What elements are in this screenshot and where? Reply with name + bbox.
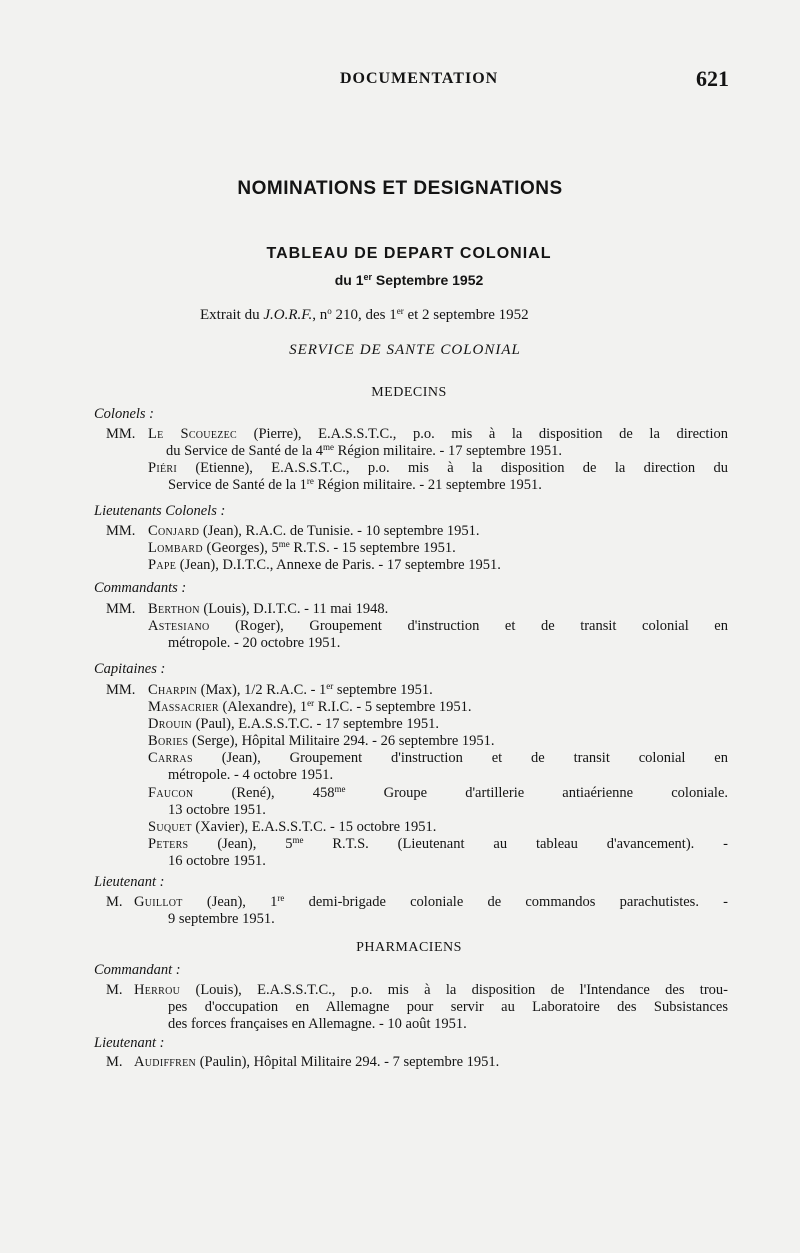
person-name: Astesiano — [148, 618, 210, 634]
rank-commandants: Commandants : — [94, 580, 187, 596]
section-medecins: MEDECINS — [371, 385, 447, 400]
entry-faucon — [148, 785, 728, 819]
entry-massacrier — [148, 699, 728, 716]
service-heading: SERVICE DE SANTE COLONIAL — [289, 342, 521, 358]
date-prefix: du 1 — [334, 272, 364, 288]
person-name: Massacrier — [148, 699, 219, 715]
entry-continuation — [148, 477, 728, 494]
entry-suquet — [148, 819, 728, 836]
entry-text: (Etienne), E.A.S.S.T.C., p.o. mis à la disposition de la direction du — [177, 460, 728, 476]
entry-text: R.T.S. (Lieutenant au tableau d'avancement). - — [303, 836, 728, 852]
entry-continuation: métropole. - 20 octobre 1951. — [168, 635, 341, 651]
source-after-a: , n — [312, 307, 328, 323]
subtitle: TABLEAU DE DEPART COLONIAL — [266, 245, 552, 262]
entry-text: (Paul), E.A.S.S.T.C. - 17 septembre 1951. — [191, 716, 439, 732]
entry-guillot — [106, 894, 728, 928]
entry-text: Région militaire. - 21 septembre 1951. — [313, 477, 542, 493]
entry-text: R.I.C. - 5 septembre 1951. — [314, 699, 472, 715]
entry-drouin — [148, 716, 728, 733]
entry-le-scouezec — [106, 426, 728, 460]
person-name: Le Scouezec — [148, 426, 238, 442]
person-name: Berthon — [148, 601, 200, 617]
entry-text: (Xavier), E.A.S.S.T.C. - 15 octobre 1951. — [191, 819, 437, 835]
entry-bories — [148, 733, 728, 750]
entry-text: Service de Santé de la 1 — [168, 477, 307, 493]
section-pharmaciens: PHARMACIENS — [356, 940, 462, 955]
entry-text: (Pierre), E.A.S.S.T.C., p.o. mis à la disposition de la direction — [237, 426, 728, 442]
entry-sup: me — [292, 835, 304, 845]
person-name: Guillot — [134, 894, 183, 910]
running-title: DOCUMENTATION — [340, 70, 499, 87]
entry-text: (Paulin), Hôpital Militaire 294. - 7 septembre 1951. — [196, 1054, 500, 1070]
date-sup: er — [363, 272, 372, 282]
entry-lead: M. — [106, 982, 123, 998]
entry-text: (Jean), R.A.C. de Tunisie. - 10 septembre 1951. — [199, 523, 480, 539]
entry-text: septembre 1951. — [333, 682, 433, 698]
source-after-c: et 2 septembre 1952 — [403, 307, 529, 323]
entry-text: (Alexandre), 1 — [218, 699, 308, 715]
entry-text: (Jean), Groupement d'instruction et de transit colonial en — [192, 750, 728, 766]
entry-continuation: métropole. - 4 octobre 1951. — [168, 767, 334, 783]
entry-charpin — [106, 682, 728, 699]
rank-commandant: Commandant : — [94, 962, 181, 978]
entry-astesiano — [148, 618, 728, 652]
person-name: Lombard — [148, 540, 203, 556]
person-name: Drouin — [148, 716, 192, 732]
entry-text: (René), 458 — [193, 785, 335, 801]
entry-text: Région militaire. - 17 septembre 1951. — [334, 443, 562, 459]
rank-colonels: Colonels : — [94, 406, 155, 422]
entry-lead: M. — [106, 1054, 123, 1070]
entry-sup: me — [278, 539, 290, 549]
page-title: NOMINATIONS ET DESIGNATIONS — [237, 178, 563, 199]
person-name: Piéri — [148, 460, 178, 476]
entry-sup: re — [306, 476, 314, 486]
person-name: Peters — [148, 836, 189, 852]
entry-text: du Service de Santé de la 4 — [166, 443, 324, 459]
entry-sup: er — [307, 698, 315, 708]
entry-text: (Louis), E.A.S.S.T.C., p.o. mis à la disposition de l'Intendance des trou- — [180, 982, 728, 998]
entry-lead: MM. — [106, 601, 136, 617]
person-name: Herrou — [134, 982, 181, 998]
person-name: Suquet — [148, 819, 192, 835]
entry-continuation — [106, 443, 728, 460]
date-line — [0, 272, 800, 288]
entry-berthon — [106, 601, 728, 618]
page-number: 621 — [696, 66, 729, 91]
source-line — [200, 307, 529, 324]
entry-text: (Jean), 1 — [182, 894, 278, 910]
entry-carras — [148, 750, 728, 784]
rank-lieutenant-pharma: Lieutenant : — [94, 1035, 165, 1051]
entry-pape — [148, 557, 728, 574]
rank-lieutenant: Lieutenant : — [94, 874, 165, 890]
entry-text: (Jean), 5 — [188, 836, 293, 852]
entry-text: (Jean), D.I.T.C., Annexe de Paris. - 17 septembre 1951. — [176, 557, 501, 573]
entry-lead: MM. — [106, 682, 136, 698]
entry-continuation: 9 septembre 1951. — [168, 911, 275, 927]
entry-text: Groupe d'artillerie antiaérienne coloniale. — [345, 785, 728, 801]
entry-audiffren — [106, 1054, 728, 1071]
person-name: Charpin — [148, 682, 197, 698]
entry-continuation: des forces françaises en Allemagne. - 10 août 1951. — [168, 1016, 467, 1032]
entry-sup: me — [323, 442, 335, 452]
person-name: Pape — [148, 557, 177, 573]
entry-continuation: pes d'occupation en Allemagne pour servir au Laboratoire des Subsistances — [168, 999, 728, 1015]
person-name: Faucon — [148, 785, 194, 801]
entry-text: (Serge), Hôpital Militaire 294. - 26 septembre 1951. — [188, 733, 495, 749]
entry-text: (Georges), 5 — [202, 540, 279, 556]
entry-lombard — [148, 540, 728, 557]
entry-lead: MM. — [106, 523, 136, 539]
entry-continuation: 13 octobre 1951. — [168, 802, 266, 818]
entry-lead: MM. — [106, 426, 136, 442]
entry-sup: er — [326, 681, 334, 691]
source-after-b: 210, des 1 — [331, 307, 397, 323]
person-name: Bories — [148, 733, 189, 749]
entry-continuation: 16 octobre 1951. — [168, 853, 266, 869]
person-name: Conjard — [148, 523, 200, 539]
person-name: Audiffren — [134, 1054, 197, 1070]
source-sup-er: er — [396, 306, 404, 316]
rank-lt-colonels: Lieutenants Colonels : — [94, 503, 226, 519]
entry-pieri — [148, 460, 728, 494]
entry-lead: M. — [106, 894, 123, 910]
entry-sup: me — [334, 784, 346, 794]
entry-herrou — [106, 982, 728, 1033]
date-suffix: Septembre 1952 — [372, 272, 484, 288]
entry-conjard — [106, 523, 728, 540]
entry-text: (Roger), Groupement d'instruction et de transit colonial en — [209, 618, 728, 634]
source-jorf: J.O.R.F. — [263, 307, 313, 323]
rank-capitaines: Capitaines : — [94, 661, 166, 677]
source-before: Extrait du — [200, 307, 264, 323]
entry-text: demi-brigade coloniale de commandos parachutistes. - — [284, 894, 728, 910]
source-sup-no: o — [327, 306, 332, 316]
entry-peters — [148, 836, 728, 870]
entry-text: (Louis), D.I.T.C. - 11 mai 1948. — [199, 601, 389, 617]
entry-text: R.T.S. - 15 septembre 1951. — [289, 540, 456, 556]
person-name: Carras — [148, 750, 193, 766]
entry-text: (Max), 1/2 R.A.C. - 1 — [197, 682, 327, 698]
entry-sup: re — [277, 893, 285, 903]
